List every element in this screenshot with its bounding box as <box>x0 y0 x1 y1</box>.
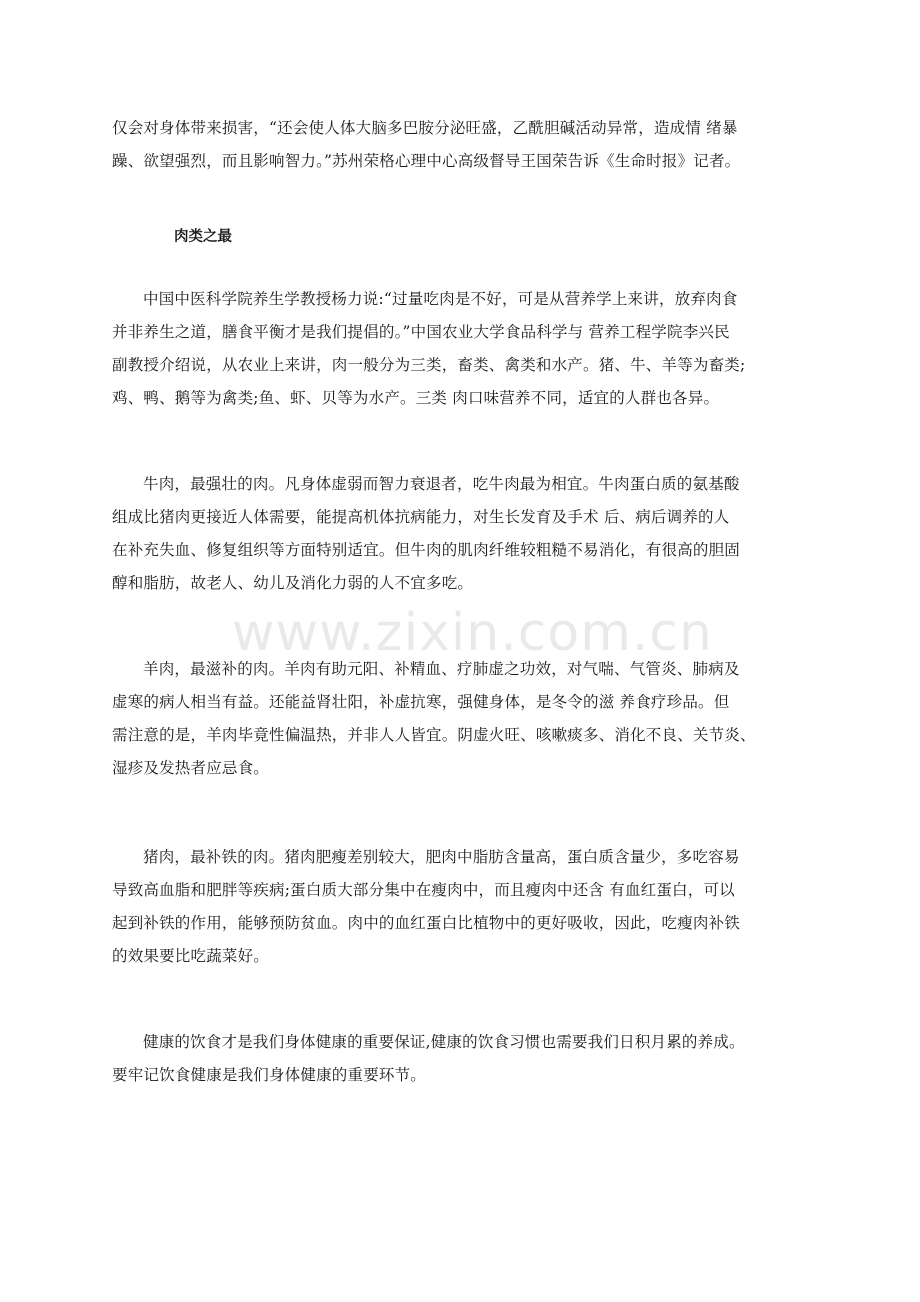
paragraph-line: 中国中医科学院养生学教授杨力说:“过量吃肉是不好，可是从营养学上来讲，放弃肉食 <box>143 290 738 308</box>
paragraph-meat-categories <box>112 283 812 415</box>
paragraph-line: 健康的饮食才是我们身体健康的重要保证,健康的饮食习惯也需要我们日积月累的养成。 <box>143 1033 745 1051</box>
section-heading: 肉类之最 <box>174 229 232 245</box>
paragraph-mutton <box>112 653 812 785</box>
paragraph-line: 湿疹及发热者应忌食。 <box>112 759 270 777</box>
paragraph-line: 牛肉，最强壮的肉。凡身体虚弱而智力衰退者，吃牛肉最为相宜。牛肉蛋白质的氨基酸 <box>143 475 740 493</box>
paragraph-conclusion <box>112 1026 812 1092</box>
paragraph-line: 鸡、鸭、鹅等为禽类;鱼、虾、贝等为水产。三类 肉口味营养不同，适宜的人群也各异。 <box>112 389 720 407</box>
paragraph-line: 并非养生之道，膳食平衡才是我们提倡的。”中国农业大学食品科学与 营养工程学院李兴民 <box>112 323 730 341</box>
paragraph-line: 醇和脂肪，故老人、幼儿及消化力弱的人不宜多吃。 <box>112 574 474 592</box>
paragraph-line: 躁、欲望强烈，而且影响智力。”苏州荣格心理中心高级督导王国荣告诉《生命时报》记者。 <box>112 152 741 170</box>
paragraph-line: 起到补铁的作用，能够预防贫血。肉中的血红蛋白比植物中的更好吸收，因此，吃瘦肉补铁 <box>112 914 741 932</box>
paragraph-line: 羊肉，最滋补的肉。羊肉有助元阳、补精血、疗肺虚之功效，对气喘、气管炎、肺病及 <box>143 660 740 678</box>
paragraph-beef <box>112 468 812 600</box>
paragraph-pork <box>112 841 812 973</box>
site-watermark: www.zixin.com.cn <box>232 603 713 663</box>
paragraph-line: 在补充失血、修复组织等方面特别适宜。但牛肉的肌肉纤维较粗糙不易消化，有很高的胆固 <box>112 541 741 559</box>
paragraph-line: 要牢记饮食健康是我们身体健康的重要环节。 <box>112 1066 427 1084</box>
paragraph-line: 猪肉，最补铁的肉。猪肉肥瘦差别较大，肥肉中脂肪含量高，蛋白质含量少，多吃容易 <box>143 848 740 866</box>
paragraph-line: 仅会对身体带来损害，“还会使人体大脑多巴胺分泌旺盛，乙酰胆碱活动异常，造成情 绪暴 <box>112 119 738 137</box>
paragraph-line: 副教授介绍说，从农业上来讲，肉一般分为三类，畜类、禽类和水产。猪、牛、羊等为畜类; <box>112 356 746 374</box>
paragraph-line: 导致高血脂和肥胖等疾病;蛋白质大部分集中在瘦肉中，而且瘦肉中还含 有血红蛋白，可以 <box>112 881 735 899</box>
paragraph-line: 的效果要比吃蔬菜好。 <box>112 947 270 965</box>
paragraph-line: 组成比猪肉更接近人体需要，能提高机体抗病能力，对生长发育及手术 后、病后调养的人 <box>112 508 730 526</box>
paragraph-intro-continuation <box>112 112 812 178</box>
paragraph-line: 虚寒的病人相当有益。还能益肾壮阳，补虚抗寒，强健身体，是冬令的滋 养食疗珍品。但 <box>112 693 730 711</box>
paragraph-line: 需注意的是，羊肉毕竟性偏温热，并非人人皆宜。阴虚火旺、咳嗽痰多、消化不良、关节炎、 <box>112 726 756 744</box>
